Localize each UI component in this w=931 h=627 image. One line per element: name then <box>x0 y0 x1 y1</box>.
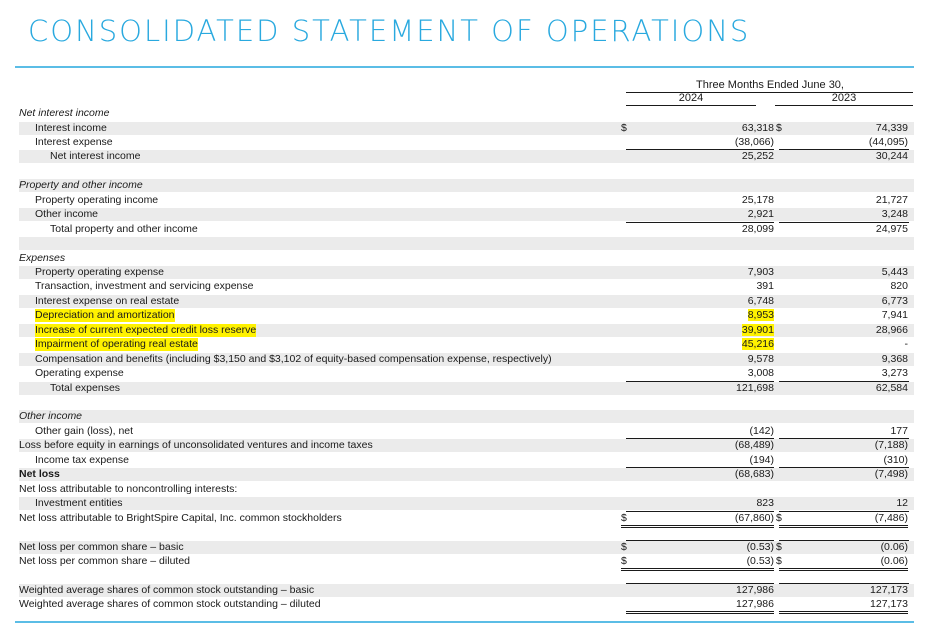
row-label: Net loss <box>19 468 60 481</box>
value-2024 <box>626 367 774 380</box>
table-row <box>19 309 914 322</box>
value-2023: 28,966 <box>875 323 908 336</box>
value-2023: 12 <box>896 497 908 510</box>
value-2023: 177 <box>890 424 908 437</box>
table-row <box>19 439 914 452</box>
currency-symbol-2023: $ <box>776 511 782 524</box>
value-2024-text: 63,318 <box>741 121 774 134</box>
value-2023: (7,188) <box>874 439 908 452</box>
value-2023: 30,244 <box>875 150 908 163</box>
table-row <box>19 165 914 178</box>
value-2024 <box>626 194 774 207</box>
subtotal-rule-2024 <box>626 583 774 584</box>
table-row <box>19 208 914 221</box>
value-2023: 62,584 <box>875 381 908 394</box>
value-2024-text: 39,901 <box>741 323 774 336</box>
value-2024-text: 823 <box>756 497 774 510</box>
page-title: CONSOLIDATED STATEMENT OF OPERATIONS <box>28 14 751 48</box>
table-row <box>19 194 914 207</box>
subtotal-rule-2024 <box>626 438 774 439</box>
value-2023: 7,941 <box>881 309 908 322</box>
row-label: Net loss per common share – basic <box>19 540 184 553</box>
subtotal-rule-2023 <box>779 540 909 541</box>
value-2024-text: 28,099 <box>741 222 774 235</box>
bottom-rule <box>15 621 914 623</box>
row-label: Transaction, investment and servicing expense <box>35 280 254 293</box>
row-label: Net interest income <box>50 150 141 163</box>
table-row <box>19 179 914 192</box>
value-2024 <box>626 266 774 279</box>
subtotal-rule-2023 <box>779 222 909 223</box>
row-label: Total property and other income <box>50 222 198 235</box>
value-2024 <box>626 468 774 481</box>
subtotal-rule-2024 <box>626 540 774 541</box>
value-2024 <box>626 223 774 236</box>
table-row <box>19 324 914 337</box>
table-row <box>19 150 914 163</box>
value-2024 <box>626 208 774 221</box>
table-row <box>19 252 914 265</box>
value-2024 <box>626 382 774 395</box>
value-2023: (310) <box>883 453 908 466</box>
table-row <box>19 468 914 481</box>
row-label: Net loss per common share – diluted <box>19 555 190 567</box>
value-2024-text: 127,986 <box>736 583 774 596</box>
value-2023: 3,273 <box>881 367 908 380</box>
currency-symbol-2023: $ <box>776 121 782 134</box>
value-2024-text: 3,008 <box>747 367 774 380</box>
row-label: Other gain (loss), net <box>35 424 134 437</box>
row-label: Compensation and benefits (including $3,150 and $3,102 of equity-based compensation expense, respectively) <box>35 352 552 365</box>
value-2024-text: 8,953 <box>747 309 774 322</box>
value-2024-text: (68,683) <box>734 468 774 481</box>
row-label: Increase of current expected credit loss reserve <box>35 323 257 336</box>
table-row <box>19 497 914 510</box>
value-2024 <box>626 439 774 452</box>
table-row <box>19 555 914 568</box>
table-row <box>19 382 914 395</box>
value-2024 <box>626 497 774 510</box>
value-2024 <box>626 136 774 149</box>
value-2024-text: 45,216 <box>741 338 774 351</box>
table-row <box>19 541 914 554</box>
table-row <box>19 454 914 467</box>
value-2023: 820 <box>890 280 908 293</box>
subtotal-rule-2023 <box>779 583 909 584</box>
value-2024 <box>626 280 774 293</box>
table-row <box>19 280 914 293</box>
value-2023: 3,248 <box>881 208 908 221</box>
value-2023: 6,773 <box>881 294 908 307</box>
row-label: Interest expense <box>35 135 113 148</box>
row-label: Operating expense <box>35 367 124 380</box>
value-2023: (7,498) <box>874 468 908 481</box>
value-2023: 127,173 <box>870 583 908 596</box>
value-2023: 74,339 <box>875 121 908 134</box>
value-2023: 127,173 <box>779 598 908 614</box>
value-2023: 21,727 <box>875 193 908 206</box>
value-2024 <box>626 338 774 351</box>
row-label: Income tax expense <box>35 453 129 466</box>
value-2024-text: 25,252 <box>741 150 774 163</box>
value-2024 <box>626 598 774 614</box>
value-2024 <box>626 425 774 438</box>
value-2024-text: (142) <box>749 424 774 437</box>
value-2024-text: (67,860) <box>734 511 774 524</box>
table-row <box>19 410 914 423</box>
subtotal-rule-2023 <box>779 149 909 150</box>
table-row <box>19 122 914 135</box>
value-2024-text: 6,748 <box>747 294 774 307</box>
table-row <box>19 396 914 409</box>
subtotal-rule-2023 <box>779 438 909 439</box>
row-label: Loss before equity in earnings of unconsolidated ventures and income taxes <box>19 439 373 452</box>
col-header-2024: 2024 <box>678 92 704 104</box>
subtotal-rule-2023 <box>779 467 909 468</box>
currency-symbol-2024: $ <box>621 512 627 528</box>
subtotal-rule-2024 <box>626 511 774 512</box>
currency-symbol-2024: $ <box>621 555 627 571</box>
row-label: Other income <box>35 208 99 221</box>
table-row <box>19 295 914 308</box>
period-header: Three Months Ended June 30, <box>696 79 844 91</box>
value-2023: (44,095) <box>868 135 908 148</box>
value-2024-text: 9,578 <box>747 352 774 365</box>
table-row <box>19 584 914 597</box>
value-2023: 9,368 <box>881 352 908 365</box>
value-2023: (0.06) <box>880 540 908 553</box>
row-label: Interest expense on real estate <box>35 294 180 307</box>
row-label: Net loss attributable to noncontrolling interests: <box>19 482 238 495</box>
row-label: Property and other income <box>19 179 143 192</box>
row-label: Weighted average shares of common stock outstanding – basic <box>19 583 315 596</box>
table-row <box>19 569 914 582</box>
table-row <box>19 425 914 438</box>
value-2024 <box>626 295 774 308</box>
currency-symbol-2024: $ <box>621 121 627 134</box>
table-row <box>19 353 914 366</box>
value-2024-text: (38,066) <box>734 135 774 148</box>
value-2024-text: 2,921 <box>747 208 774 221</box>
table-row <box>19 598 914 611</box>
value-2024-text: 127,986 <box>736 598 774 611</box>
value-2024 <box>626 541 774 554</box>
value-2024 <box>626 150 774 163</box>
value-2024-text: (0.53) <box>746 555 774 567</box>
value-2023: 24,975 <box>875 222 908 235</box>
row-label: Investment entities <box>35 497 123 510</box>
subtotal-rule-2024 <box>626 381 774 382</box>
value-2024-text: 391 <box>756 280 774 293</box>
value-2023: (0.06) <box>779 555 908 571</box>
table-row <box>19 483 914 496</box>
value-2024 <box>626 324 774 337</box>
subtotal-rule-2023 <box>779 511 909 512</box>
row-label: Expenses <box>19 251 66 264</box>
value-2024-text: (0.53) <box>746 540 774 553</box>
row-label: Net interest income <box>19 107 110 119</box>
row-label: Total expenses <box>50 381 121 394</box>
currency-symbol-2023: $ <box>776 555 782 567</box>
row-label: Impairment of operating real estate <box>35 338 198 351</box>
table-row <box>19 266 914 279</box>
value-2024 <box>626 122 774 135</box>
currency-symbol-2023: $ <box>776 540 782 553</box>
table-row <box>19 223 914 236</box>
value-2024 <box>626 454 774 467</box>
value-2024-text: 25,178 <box>741 193 774 206</box>
table-row <box>19 136 914 149</box>
table-row <box>19 526 914 539</box>
top-rule <box>15 66 914 68</box>
row-label: Net loss attributable to BrightSpire Capital, Inc. common stockholders <box>19 511 342 524</box>
currency-symbol-2024: $ <box>621 540 627 553</box>
row-label: Property operating expense <box>35 265 164 278</box>
value-2024 <box>626 584 774 597</box>
value-2023: 5,443 <box>881 265 908 278</box>
table-row <box>19 237 914 250</box>
value-2024-text: (194) <box>749 453 774 466</box>
table-row <box>19 367 914 380</box>
table-row <box>19 512 914 525</box>
value-2024 <box>626 353 774 366</box>
row-label: Interest income <box>35 121 107 134</box>
value-2024-text: 121,698 <box>736 381 774 394</box>
table-row <box>19 107 914 120</box>
value-2023: (7,486) <box>779 512 908 528</box>
col-2024-underline <box>626 105 756 106</box>
value-2024-text: 7,903 <box>747 265 774 278</box>
value-2023: - <box>904 338 908 351</box>
row-label: Depreciation and amortization <box>35 309 175 322</box>
subtotal-rule-2024 <box>626 149 774 150</box>
col-header-2023: 2023 <box>831 92 857 104</box>
subtotal-rule-2024 <box>626 467 774 468</box>
value-2024 <box>626 309 774 322</box>
row-label: Other income <box>19 410 83 423</box>
row-label: Property operating income <box>35 193 159 206</box>
col-2023-underline <box>775 105 913 106</box>
table-row <box>19 338 914 351</box>
row-label: Weighted average shares of common stock outstanding – diluted <box>19 598 321 611</box>
subtotal-rule-2023 <box>779 381 909 382</box>
value-2024-text: (68,489) <box>734 439 774 452</box>
subtotal-rule-2024 <box>626 222 774 223</box>
